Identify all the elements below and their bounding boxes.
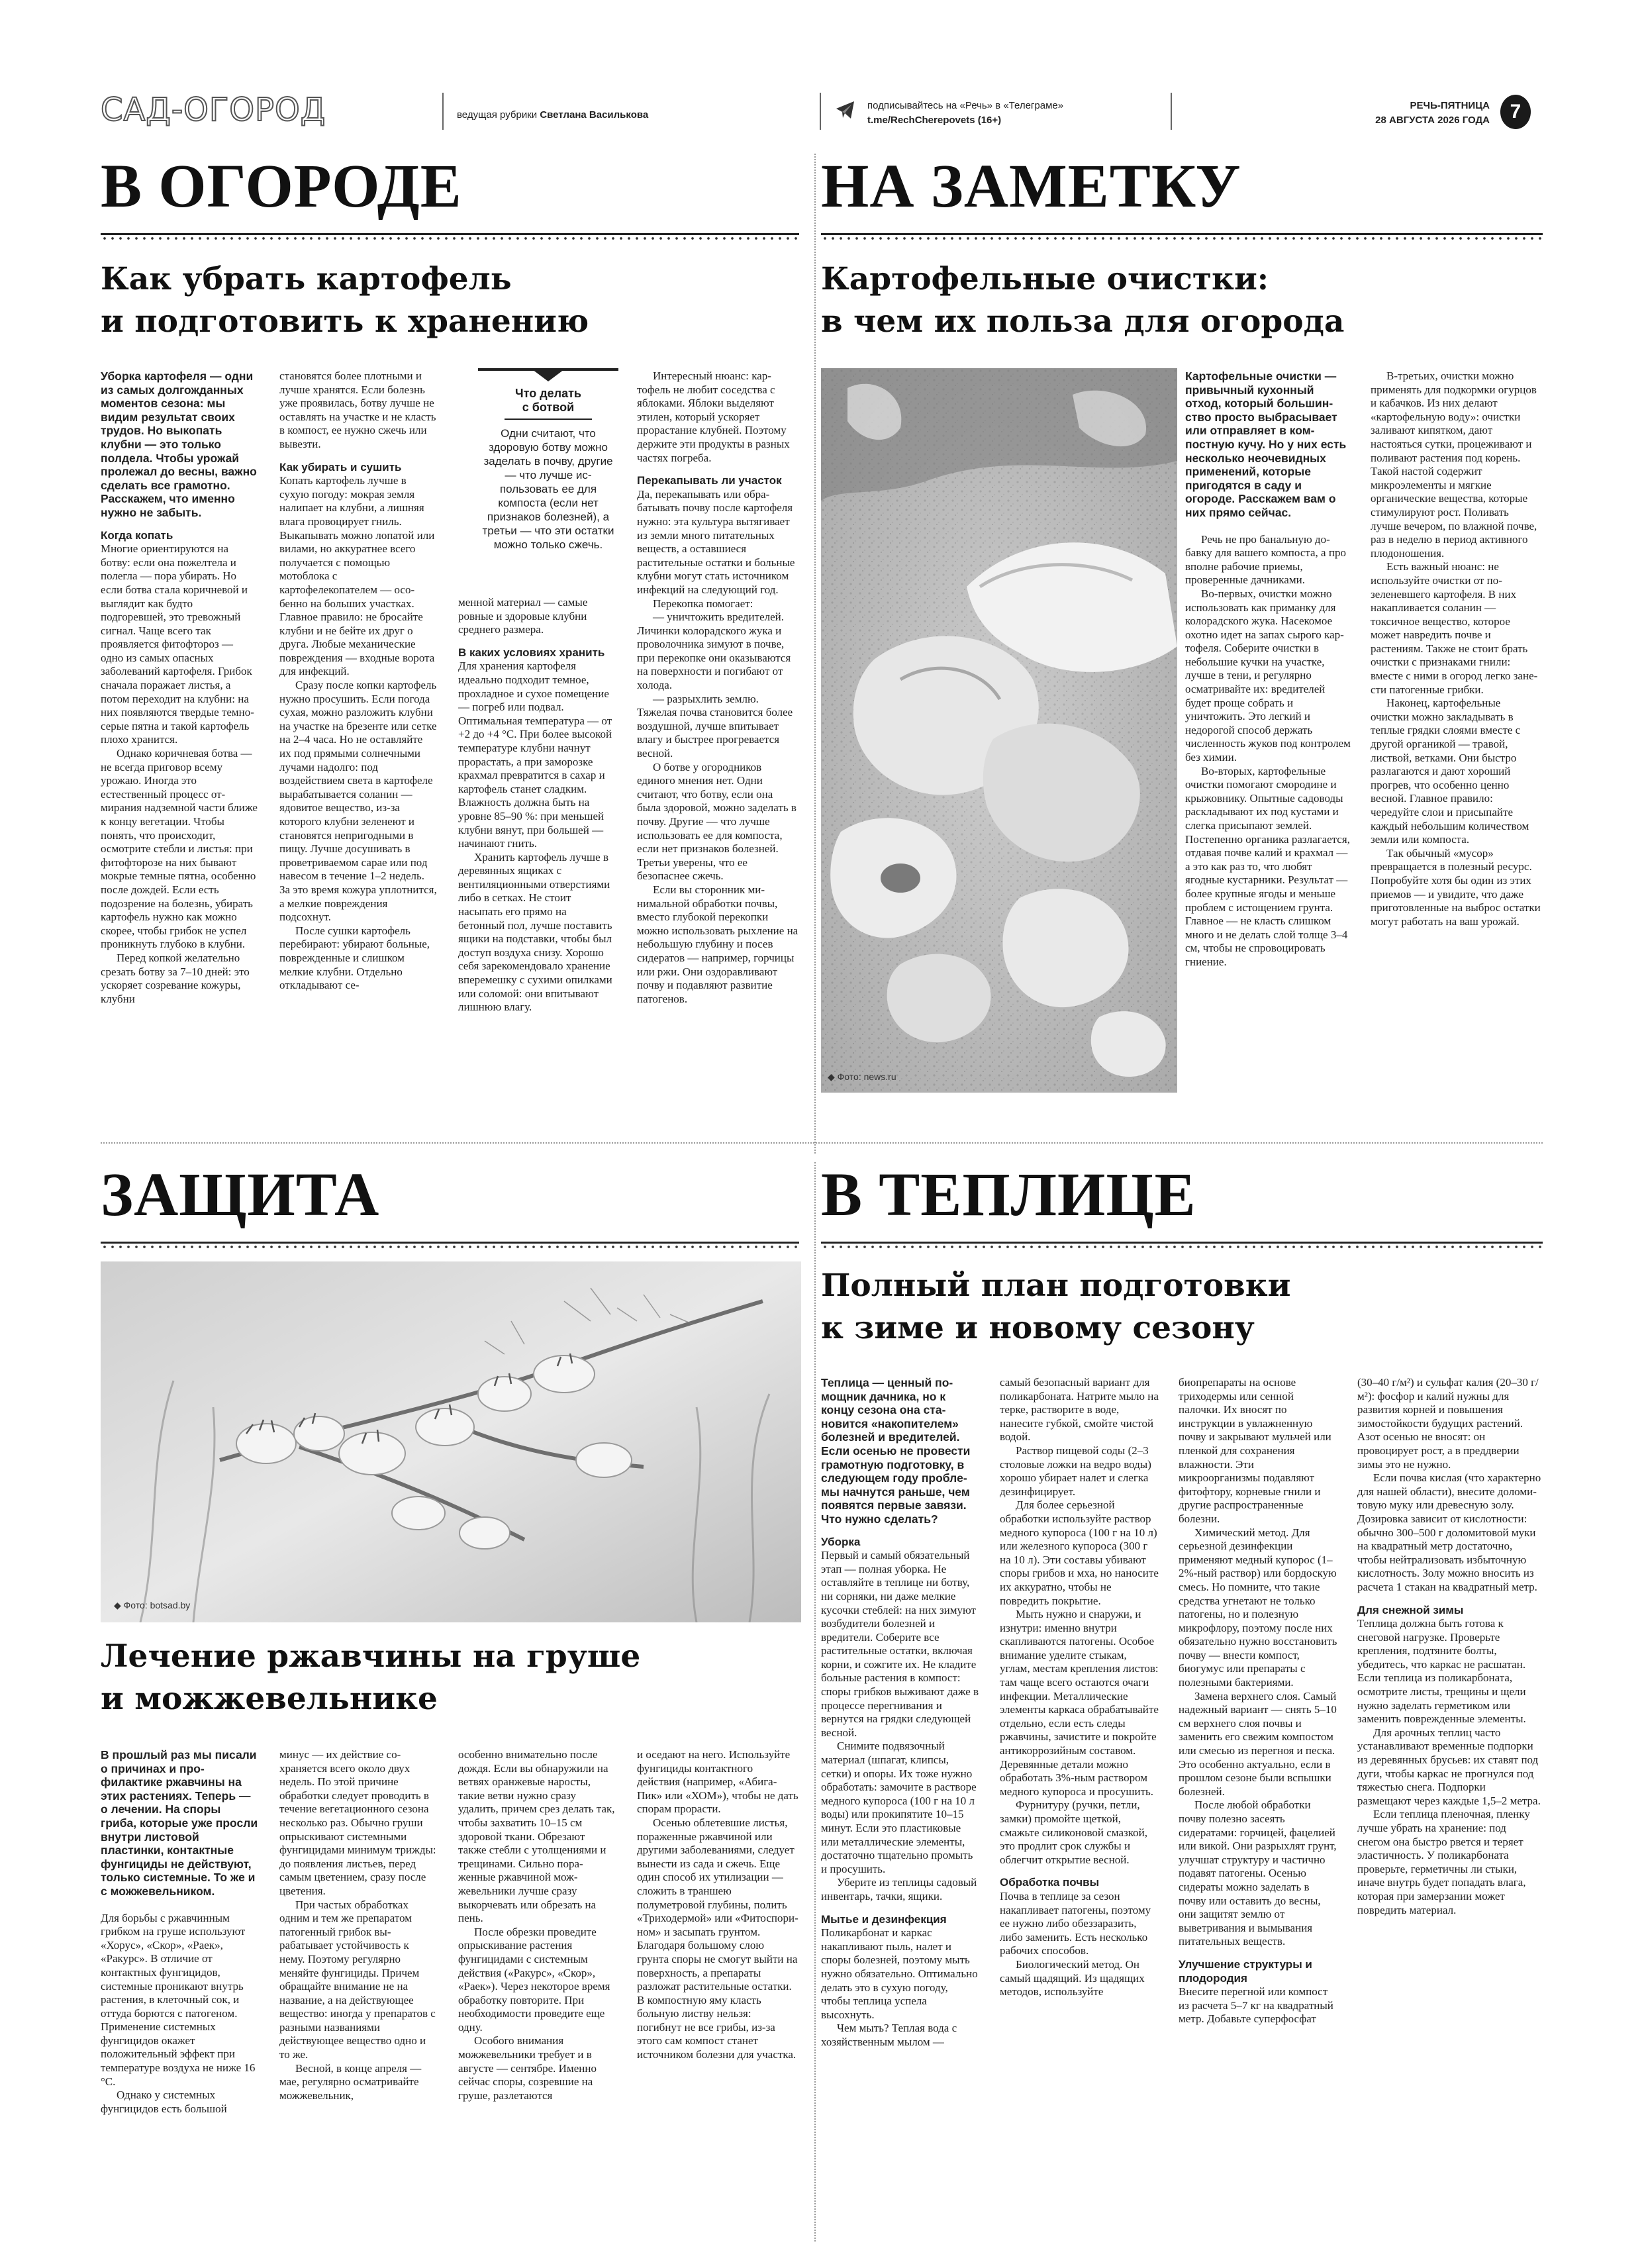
page-divider <box>101 1142 1543 1144</box>
subheading: Уборка <box>821 1535 861 1548</box>
section-title-protection: ЗАЩИТА <box>101 1161 380 1229</box>
paper-name: РЕЧЬ-ПЯТНИЦА <box>1410 100 1490 111</box>
paragraph: Снимите подвязочный материал (шпагат, клипсы, сетки) и опоры. Их тоже нужно обработать: замочите в растворе медного купороса (100 г на 10 л воды) или прокипятите 10–15 минут. Если это пластиковые или металлические элементы, достаточно тщательно промыть и просушить. <box>821 1740 977 1875</box>
headline-line-2: и подготовить к хранению <box>101 303 589 340</box>
editor-credit <box>457 109 648 122</box>
paragraph: В-третьих, очистки можно применять для подкормки огурцов и кабачков. Из них делают «картофельную воду»: очистки заливают кипятком, дают настояться сутки, процеживают и поливают растения под корень. Такой настой содержит микроэлементы и мягкие органические вещества, которые стимулируют рост. Поливать лучше вечером, по влажной почве, раз в неделю в период активного плодоношения. <box>1371 370 1537 560</box>
article-column-2 <box>1371 370 1541 928</box>
paragraph: — разрыхлить землю. Тяжелая почва становится более воздушной, лучше впитывает влагу и быстрее прогревается весной. <box>637 692 793 760</box>
section-rule <box>821 233 1543 235</box>
photo-credit-text: Фото: news.ru <box>837 1071 896 1082</box>
paragraph: При частых обработках одним и тем же препаратом патогенный грибок вырабатывает устойчивость к нему. Поэтому регулярно меняйте фунгициды. Причем обращайте внимание не на название, а на действующее вещество: иногда у препаратов с разными названиями действующее вещество одно и то же. <box>279 1898 436 2061</box>
sidebar-title <box>478 387 618 415</box>
issue-date: 28 АВГУСТА 2026 ГОДА <box>1375 115 1490 126</box>
paragraph: самый безопасный вариант для поликарбоната. Натрите мыло на терке, растворите в воде, нанесите губкой, смойте чистой водой. <box>1000 1376 1159 1444</box>
headline-line-2: в чем их польза для огорода <box>821 303 1345 340</box>
article-column-1 <box>101 1748 258 2116</box>
paragraph: Многие ориентируются на ботву: если она пожелтела и полегла — пора убирать. Но если ботва стала коричневой и выглядит как будто подгоревшей, это тревожный сигнал. Чаще всего так проявляется фитофтороз — одно из самых опасных заболеваний картофеля. Грибок сначала поражает листья, а потом переходит на клубни: на них появляются твердые темно-серые пятна и такой картофель плохо хранится. <box>101 542 254 746</box>
paragraph: Интересный нюанс: картофель не любит соседства с яблоками. Яблоки выделяют этилен, который ускоряет прорастание клубней. Поэтому держите эти продукты в разных частях погреба. <box>637 370 790 464</box>
paragraph: Весной, в конце апреля — мае, регулярно осматривайте можжевельник, <box>279 2061 422 2102</box>
page-number: 7 <box>1500 95 1531 129</box>
column-divider <box>814 154 816 1154</box>
article-column-4 <box>637 1748 798 2062</box>
paragraph: — уничтожить вредителей. Личинки колорадского жука и проволочника зимуют в почве, при перекопке они оказываются на поверхности и погибают от холода. <box>637 611 791 692</box>
subheading: Мытье и дезинфекция <box>821 1912 947 1926</box>
article-headline <box>101 258 589 343</box>
subheading: Когда копать <box>101 528 173 542</box>
section-dots <box>821 1245 1543 1249</box>
telegram-icon <box>836 101 855 122</box>
paragraph: Перед копкой желательно срезать ботву за 7–10 дней: это ускоряет созревание кожуры, клубни <box>101 951 250 1005</box>
subscribe-link[interactable]: t.me/RechCherepovets (16+) <box>867 115 1002 126</box>
section-title-notes: НА ЗАМЕТКУ <box>821 152 1241 221</box>
section-rule <box>821 1242 1543 1244</box>
paragraph: О ботве у огородников единого мнения нет. Одни считают, что ботву, если она была здоровой, можно заделать в почву. Другие — что лучше использовать ее для компоста, если нет признаков болезней. Третьи уверены, что ее безопаснее сжечь. <box>637 760 797 883</box>
header-divider <box>442 93 444 130</box>
paragraph: Химический метод. Для серьезной дезинфекции применяют медный купорос (1–2%-ный раствор) или бордоскую смесь. Но помните, что такие средства угнетают не только патогены, но и полезную микрофлору, поэтому после них обязательно нужно восстановить почву — внести компост, биогумус или препараты с полезными бактериями. <box>1179 1526 1337 1689</box>
paragraph: Так обычный «мусор» превращается в полезный ресурс. Попробуйте хотя бы один из этих приемов — и увидите, что даже приготовленные на выброс остатки могут работать на ваш урожай. <box>1371 846 1541 928</box>
paragraph: менной материал — самые ровные и здоровые клубни среднего размера. <box>458 596 588 636</box>
paragraph: Во-первых, очистки можно использовать как приманку для колорадского жука. Насекомое охотно идет на запах сырого картофеля. Соберите очистки в небольшие кучки на участке, лучше в тени, и регулярно осматривайте их: вредителей будет проще собрать и уничтожить. Это легкий и недорогой способ держать численность жуков под контролем без химии. <box>1185 587 1351 764</box>
editor-prefix: ведущая рубрики <box>457 109 538 121</box>
paragraph: Да, перекапывать или обрабатывать почву после картофеля нужно: эта культура вытягивает из земли много питательных веществ, а оставшиеся растительные остатки и больные клубни могут стать источником инфекций на следующий год. <box>637 487 795 596</box>
subheading: Обработка почвы <box>1000 1876 1100 1889</box>
camera-icon: ◆ <box>828 1071 838 1082</box>
paragraph: Чем мыть? Теплая вода с хозяйственным мылом — <box>821 2022 957 2048</box>
paragraph: Хранить картофель лучше в деревянных ящиках с вентиляционными отверстиями либо в сетках. Не стоит насыпать его прямо на бетонный пол, лучше поставить ящики на подставки, чтобы был доступ воздуха снизу. Хорошо себя зарекомендовало хранение вперемешку с сухими опилками или соломой: они впитывают лишнюю влагу. <box>458 850 612 1014</box>
paragraph: Замена верхнего слоя. Самый надежный вариант — снять 5–10 см верхнего слоя почвы и заменить его свежим компостом или смесью из перегноя и песка. Это особенно актуально, если в прошлом сезоне были вспышки болезней. <box>1179 1689 1337 1798</box>
sidebar-text: Одни считают, что здоровую ботву можно заделать в почву, другие — что лучше использовать ее для компоста (если нет признаков болезней), а третьи — что эти остатки можно только сжечь. <box>482 427 614 551</box>
editor-name: Светлана Василькова <box>540 109 649 121</box>
paragraph: Если вы сторонник минимальной обработки почвы, вместо глубокой перекопки можно использовать рыхление на небольшую глубину и посев сидератов — например, горчицы или ржи. Они оздоравливают почву и подавляют развитие патогенов. <box>637 883 798 1005</box>
header-divider <box>820 93 821 130</box>
paragraph: Однако коричневая ботва — не всегда приговор всему урожаю. Иногда это естественный процесс отмирания надземной части ближе к концу вегетации. Чтобы понять, что происходит, осмотрите стебли и листья: при фитофторозе на них бывают мокрые темные пятна, особенно после дождей. Если есть подозрение на болезнь, убирать картофель нужно как можно скорее, чтобы грибок не успел проникнуть глубоко в клубни. <box>101 747 258 951</box>
article-column-1 <box>821 1376 980 2049</box>
sidebar-title-line-2: с ботвой <box>522 401 575 414</box>
section-rule <box>101 233 799 235</box>
article-column-4 <box>637 370 798 1006</box>
article-column-1 <box>101 370 258 1006</box>
paragraph: Речь не про банальную добавку для вашего компоста, а про вполне рабочие приемы, проверенные дачниками. <box>1185 532 1346 587</box>
headline-line-1: Как убрать картофель <box>101 261 512 297</box>
paragraph: Копать картофель лучше в сухую погоду: мокрая земля налипает на клубни, а лишняя влага провоцирует гниль. Выкапывать можно лопатой или вилами, но аккуратнее всего получается с помощью мотоблока с картофелекопателем — особенно на больших участках. Главное правило: не бросайте клубни и не бейте их друг о друга. Любые механические повреждения — входные ворота для инфекций. <box>279 474 435 678</box>
paragraph: Уберите из теплицы садовый инвентарь, тачки, ящики. <box>821 1876 977 1902</box>
article-column-3 <box>1179 1376 1337 2026</box>
subscribe-line1: подписывайтесь на «Речь» в «Телеграме» <box>867 100 1064 111</box>
camera-icon: ◆ <box>114 1600 124 1610</box>
paragraph: Для более серьезной обработки используйте раствор медного купороса (100 г на 10 л) или железного купороса (300 г на 10 л). Эти составы убивают споры грибов и мха, но наносите их аккуратно, чтобы не повредить покрытие. <box>1000 1499 1159 1607</box>
paragraph: Особого внимания можжевельники требует и в августе — сентябре. Именно сейчас споры, созревшие на груше, разлетаются <box>458 2034 597 2102</box>
paragraph: Биологический метод. Он самый щадящий. Из щадящих методов, используйте <box>1000 1957 1145 1998</box>
article-lead: Теплица — ценный помощник дачника, но к концу сезона она становится «накопителем» болезней и вредителей. Если осенью не провести грамотную подготовку, в следующем году проблемы начнутся раньше, чем появятся первые завязи. Что нужно сделать? <box>821 1376 971 1526</box>
article-column-3 <box>458 1748 616 2102</box>
headline-line-2: и можжевельнике <box>101 1681 438 1717</box>
article-column-2 <box>279 370 437 993</box>
rubric-title: САД-ОГОРОД <box>101 91 326 128</box>
subheading: Улучшение структуры и плодородия <box>1179 1957 1312 1985</box>
article-column-1 <box>1185 370 1351 969</box>
paragraph: минус — их действие сохраняется всего около двух недель. По этой причине обработки следует проводить в течение вегетационного сезона несколько раз. Обычно груши опрыскивают системными фунгицидами минимум трижды: до появления листьев, перед самым цветением, сразу после цветения. <box>279 1748 436 1897</box>
paragraph: Сразу после копки картофель нужно просушить. Если погода сухая, можно разложить клубни на участке на брезенте или сетке на 2–4 часа. Но не оставляйте их под прямыми солнечными лучами надолго: под воздействием света в картофеле вырабатывается соланин — ядовитое вещество, из-за которого клубни зеленеют и становятся непригодными в пищу. Лучше досушивать в проветриваемом сарае или под навесом в течение 1–2 недель. За это время кожура уплотнится, а мелкие повреждения подсохнут. <box>279 679 437 924</box>
paragraph: (30–40 г/м²) и сульфат калия (20–30 г/м²): фосфор и калий нужны для развития корней и повышения зимостойкости будущих растений. Азот осенью не вносят: он провоцирует рост, а в преддверии зимы это не нужно. <box>1357 1376 1539 1471</box>
article-column-3 <box>458 596 616 1014</box>
paragraph: Раствор пищевой соды (2–3 столовые ложки на ведро воды) хорошо убирает налет и слегка дезинфицирует. <box>1000 1444 1151 1498</box>
paragraph: Для борьбы с ржавчинным грибком на груше используют «Хорус», «Скор», «Раек», «Ракурс». В отличие от контактных фунгицидов, системные проникают внутрь растения, в клеточный сок, и оттуда борются с патогеном. Применение системных фунгицидов окажет положительный эффект при температуре воздуха не ниже 16 °С. <box>101 1911 256 2088</box>
juniper-rust-photo <box>101 1261 801 1622</box>
paragraph: Если почва кислая (что характерно для нашей области), внесите доломитовую муку или древесную золу. Дозировка зависит от кислотности: обычно 300–500 г доломитовой муки на квадратный метр достаточно, чтобы нейтрализовать избыточную кислотность. Золу можно вносить из расчета 1 стакан на квадратный метр. <box>1357 1471 1541 1593</box>
subheading: Для снежной зимы <box>1357 1603 1464 1616</box>
header-divider <box>1171 93 1172 130</box>
paragraph: После обрезки проведите опрыскивание растения фунгицидами с системным действия («Ракурс», «Скор», «Раек»). Через некоторое время обработку повторите. При необходимости проведите еще одну. <box>458 1925 610 2034</box>
paragraph: Фурнитуру (ручки, петли, замки) промойте щеткой, смажьте силиконовой смазкой, это продлит срок службы и облегчит открытие весной. <box>1000 1799 1147 1866</box>
paragraph: Если теплица пленочная, пленку лучше убрать на хранение: под снегом она быстро рвется и теряет эластичность. У поликарбоната проверьте, герметичны ли стыки, иначе внутрь будет попадать влага, которая при замерзании может повредить материал. <box>1357 1808 1530 1916</box>
article-lead: Картофельные очистки — привычный кухонный отход, который большинство просто выбрасывает или отправляет в компостную кучу. Но у них есть несколько неочевидных применений, которые пригодятся в саду и огороде. Расскажем вам о них прямо сейчас. <box>1185 370 1347 519</box>
headline-line-1: Лечение ржавчины на груше <box>101 1638 641 1675</box>
headline-line-2: к зиме и новому сезону <box>821 1310 1255 1346</box>
paragraph: Для хранения картофеля идеально подходит темное, прохладное и сухое помещение — погреб или подвал. Оптимальная температура — от +2 до +4 °С. При более высокой температуре клубни начнут прорастать, а при заморозке крахмал превратится в сахар и картофель станет сладким. Влажность должна быть на уровне 85–90 %: при меньшей клубни вянут, при большей — начинают гнить. <box>458 660 612 850</box>
photo-credit-text: Фото: botsad.by <box>123 1600 191 1610</box>
paragraph: Поликарбонат и каркас накапливают пыль, налет и споры болезней, поэтому мыть нужно обязательно. Оптимально делать это в сухую погоду, чтобы теплица успела высохнуть. <box>821 1926 978 2021</box>
paragraph: Однако у системных фунгицидов есть большой <box>101 2089 227 2115</box>
subheading: Перекапывать ли участок <box>637 474 782 487</box>
paragraph: биопрепараты на основе триходермы или сенной палочки. Их вносят по инструкции в увлажненную почву и закрывают мульчей или пленкой для сохранения влажности. Эти микроорганизмы подавляют фитофтору, корневые гнили и другие распространенные болезни. <box>1179 1376 1331 1525</box>
section-dots <box>101 1245 799 1249</box>
article-column-4 <box>1357 1376 1541 1917</box>
section-title-garden: В ОГОРОДЕ <box>101 152 462 221</box>
section-dots <box>101 236 799 240</box>
paragraph: особенно внимательно после дождя. Если вы обнаружили на ветвях оранжевые наросты, такие ветви нужно сразу удалить, причем срез делать так, чтобы захватить 10–15 см здоровой ткани. Обрезают также стебли с утолщениями и трещинами. Сильно пораженные ржавчиной можжевельники лучше сразу выкорчевать или обрезать на пень. <box>458 1748 615 1925</box>
subheading: Как убирать и сушить <box>279 460 402 473</box>
section-dots <box>821 236 1543 240</box>
article-column-2 <box>1000 1376 1159 1999</box>
paragraph: Мыть нужно и снаружи, и изнутри: именно внутри скапливаются патогены. Особое внимание уделите стыкам, углам, местам крепления листов: там чаще всего остаются очаги инфекции. Металлические элементы каркаса обрабатывайте отдельно, если есть следы ржавчины, зачистите и покройте антикоррозийным составом. Деревянные детали можно обработать 3%-ным раствором медного купороса и просушить. <box>1000 1608 1159 1798</box>
paragraph: Почва в теплице за сезон накапливает патогены, поэтому ее нужно либо обеззаразить, либо заменить. Есть несколько рабочих способов. <box>1000 1889 1151 1957</box>
paragraph: После любой обработки почву полезно засеять сидератами: горчицей, фацелией или викой. Они разрыхлят грунт, улучшат структуру и частично подавят патогены. Осенью сидераты можно заделать в почву или оставить до весны, они защитят землю от выветривания и вымывания питательных веществ. <box>1179 1799 1337 1948</box>
headline-line-1: Картофельные очистки: <box>821 261 1269 297</box>
column-divider <box>814 1162 816 2242</box>
paragraph: Первый и самый обязательный этап — полная уборка. Не оставляйте в теплице ни ботву, ни сорняки, ни даже мелкие кусочки стеблей: на них зимуют возбудители болезней и вредители. Соберите все растительные остатки, включая корни, и сожгите их. Не кладите больные растения в компост: споры грибков выживают даже в процессе перегнивания и вернутся на грядки следующей весной. <box>821 1549 979 1739</box>
paragraph: Внесите перегной или компост из расчета 5–7 кг на квадратный метр. Добавьте суперфосфат <box>1179 1985 1333 2026</box>
paragraph: Наконец, картофельные очистки можно закладывать в теплые грядки слоями вместе с другой органикой — травой, листвой, ветками. Они быстро разлагаются и дают хороший прогрев, что особенно ценно весной. Главное правило: чередуйте слои и присыпайте каждый небольшим количеством земли или компоста. <box>1371 697 1529 846</box>
article-headline <box>821 1265 1291 1350</box>
paragraph: Во-вторых, картофельные очистки помогают смородине и крыжовнику. Опытные садоводы раскладывают их под кустами и слегка присыпают землей. Постепенно органика разлагается, отдавая почве калий и крахмал — а это как раз то, что любят ягодные кустарники. Результат — более крупные ягоды и меньше проблем с истощением грунта. Главное — не класть слишком много и не делать слой толще 3–4 см, чтобы не спровоцировать гниение. <box>1185 764 1350 968</box>
paragraph: Перекопка помогает: <box>653 597 753 610</box>
photo-credit <box>828 1071 896 1083</box>
paragraph: становятся более плотными и лучше хранятся. Если болезнь уже проявилась, ботву лучше не оставлять на участке и не класть в компост, ее нужно сжечь или вывезти. <box>279 370 436 450</box>
subheading: В каких условиях хранить <box>458 646 605 659</box>
article-lead: В прошлый раз мы писали о причинах и профилактике ржавчины на этих растениях. Теперь — о лечении. На споры гриба, которые уже просли внутри листовой пластинки, контактные фунгициды не действуют, только системные. То же и с можжевельником. <box>101 1748 258 1898</box>
section-rule <box>101 1242 799 1244</box>
paragraph: После сушки картофель перебирают: убирают больные, поврежденные и слишком мелкие клубни. Отдельно откладывают се- <box>279 924 430 992</box>
paragraph: Осенью облетевшие листья, пораженные ржавчиной или другими заболеваниями, следует вынести из сада и сжечь. Еще один способ их утилизации — сложить в траншею полуметровой глубины, полить «Триходермой» или «Фитоспорином» и засыпать грунтом. Благодаря большому слою грунта споры не смогут выйти на поверхность, а препараты разложат растительные остатки. В компостную яму класть больную листву нельзя: погибнут не все грибы, из-за этого сам компост станет источником болезни для участка. <box>637 1816 798 2061</box>
article-headline <box>821 258 1344 343</box>
potato-peels-photo <box>821 368 1177 1093</box>
section-title-greenhouse: В ТЕПЛИЦЕ <box>821 1161 1196 1229</box>
article-lead: Уборка картофеля — одни из самых долгожданных моментов сезона: мы видим результат своих трудов. Но выкопать клубни — это только полдела. Чтобы урожай пролежал до весны, важно сделать все грамотно. Расскажем, что именно нужно не забыть. <box>101 370 257 519</box>
sidebar-divider <box>505 419 592 420</box>
paragraph: и оседают на него. Используйте фунгициды контактного действия (например, «Абига-Пик» или «ХОМ»), чтобы не дать спорам прорасти. <box>637 1748 798 1816</box>
paragraph: Есть важный нюанс: не используйте очистки от позеленевшего картофеля. В них накапливается соланин — токсичное вещество, которое может навредить почве и растениям. Также не стоит брать очистки с признаками гнили: вместе с ними в огород легко занести патогенные грибки. <box>1371 560 1538 696</box>
sidebar-title-line-1: Что делать <box>515 387 581 400</box>
paragraph: Теплица должна быть готова к снеговой нагрузке. Проверьте крепления, подтяните болты, убедитесь, что каркас не расшатан. Если теплица из поликарбоната, осмотрите листы, трещины и щели нужно заделать герметиком или заменить поврежденные элементы. <box>1357 1617 1526 1726</box>
sidebar-box <box>478 368 618 587</box>
article-headline <box>101 1636 640 1720</box>
photo-credit <box>114 1600 190 1611</box>
headline-line-1: Полный план подготовки <box>821 1267 1291 1304</box>
sidebar-top-ornament <box>478 368 618 383</box>
paragraph: Для арочных теплиц часто устанавливают временные подпорки из деревянных брусьев: их ставят под дуги, чтобы каркас не прогнулся под тяжестью снега. Подпорки размещают через каждые 1,5–2 метра. <box>1357 1726 1541 1807</box>
article-column-2 <box>279 1748 437 2102</box>
